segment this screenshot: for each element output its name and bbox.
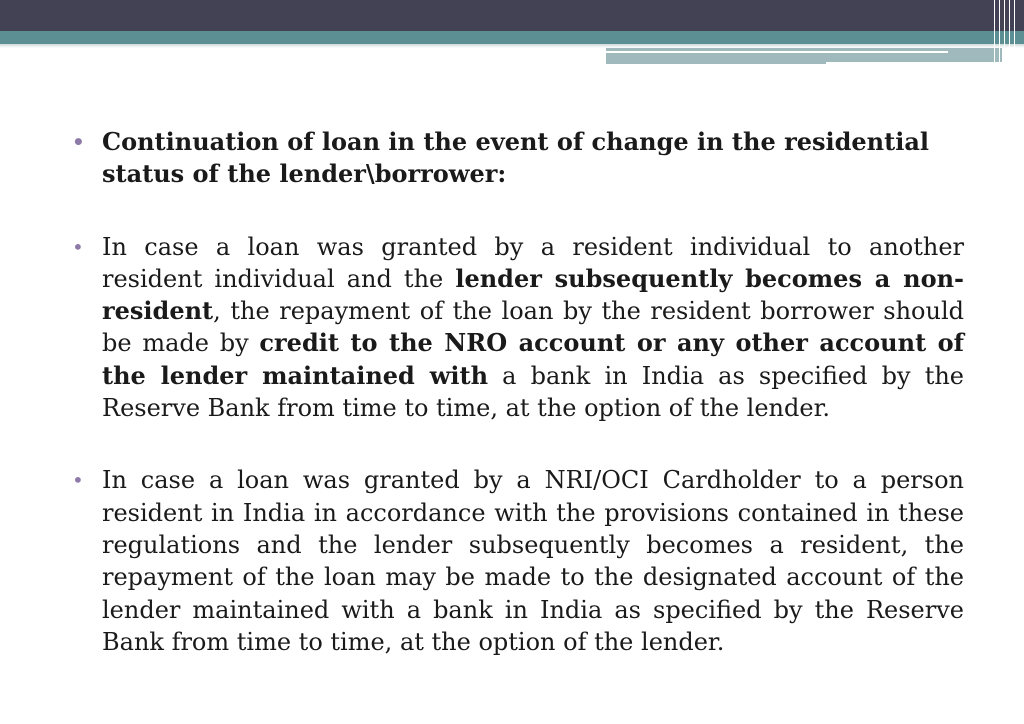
bullet-item-paragraph-1 — [72, 231, 964, 425]
bullet-item-heading — [72, 126, 964, 191]
bullet-icon: • — [72, 130, 85, 154]
paragraph-1-text: In case a loan was granted by a resident individual to another resident individual and the — [102, 232, 964, 293]
paragraph-1-bold-text: credit to the NRO account or any other account of the lender maintained with — [102, 328, 964, 390]
header-dark-bar — [0, 0, 1024, 31]
paragraph-1-text: a bank in India as specified by the Reserve Bank from time to time, at the option of the lender. — [102, 361, 965, 423]
paragraph-2-text: In case a loan was granted by a NRI/OCI Cardholder to a person resident in India in accordance with the provisions contained in these regulations and the lender subsequently becomes a resident, the repayment of the loan may be made to the designated account of the lender maintained with a bank in India as specified by the Reserve Bank from time to time, at the option of the lender. — [102, 466, 964, 656]
header-white-line — [826, 62, 1002, 64]
header-white-line — [606, 51, 948, 53]
bullet-item-paragraph-2 — [72, 464, 964, 658]
bullet-icon: • — [72, 234, 84, 259]
heading-text: Continuation of loan in the event of change in the residential status of the lender\borrower: — [102, 127, 930, 189]
slide-body — [72, 126, 964, 658]
header-teal-bar — [0, 31, 1024, 44]
header-vertical-lines — [992, 0, 1024, 66]
paragraph-1-text: , the repayment of the loan by the resident borrower should be made by — [102, 297, 964, 358]
paragraph-1-bold-text: lender subsequently becomes a non-resident — [102, 263, 964, 326]
slide-header-decoration — [0, 0, 1024, 70]
bullet-icon: • — [72, 468, 84, 493]
